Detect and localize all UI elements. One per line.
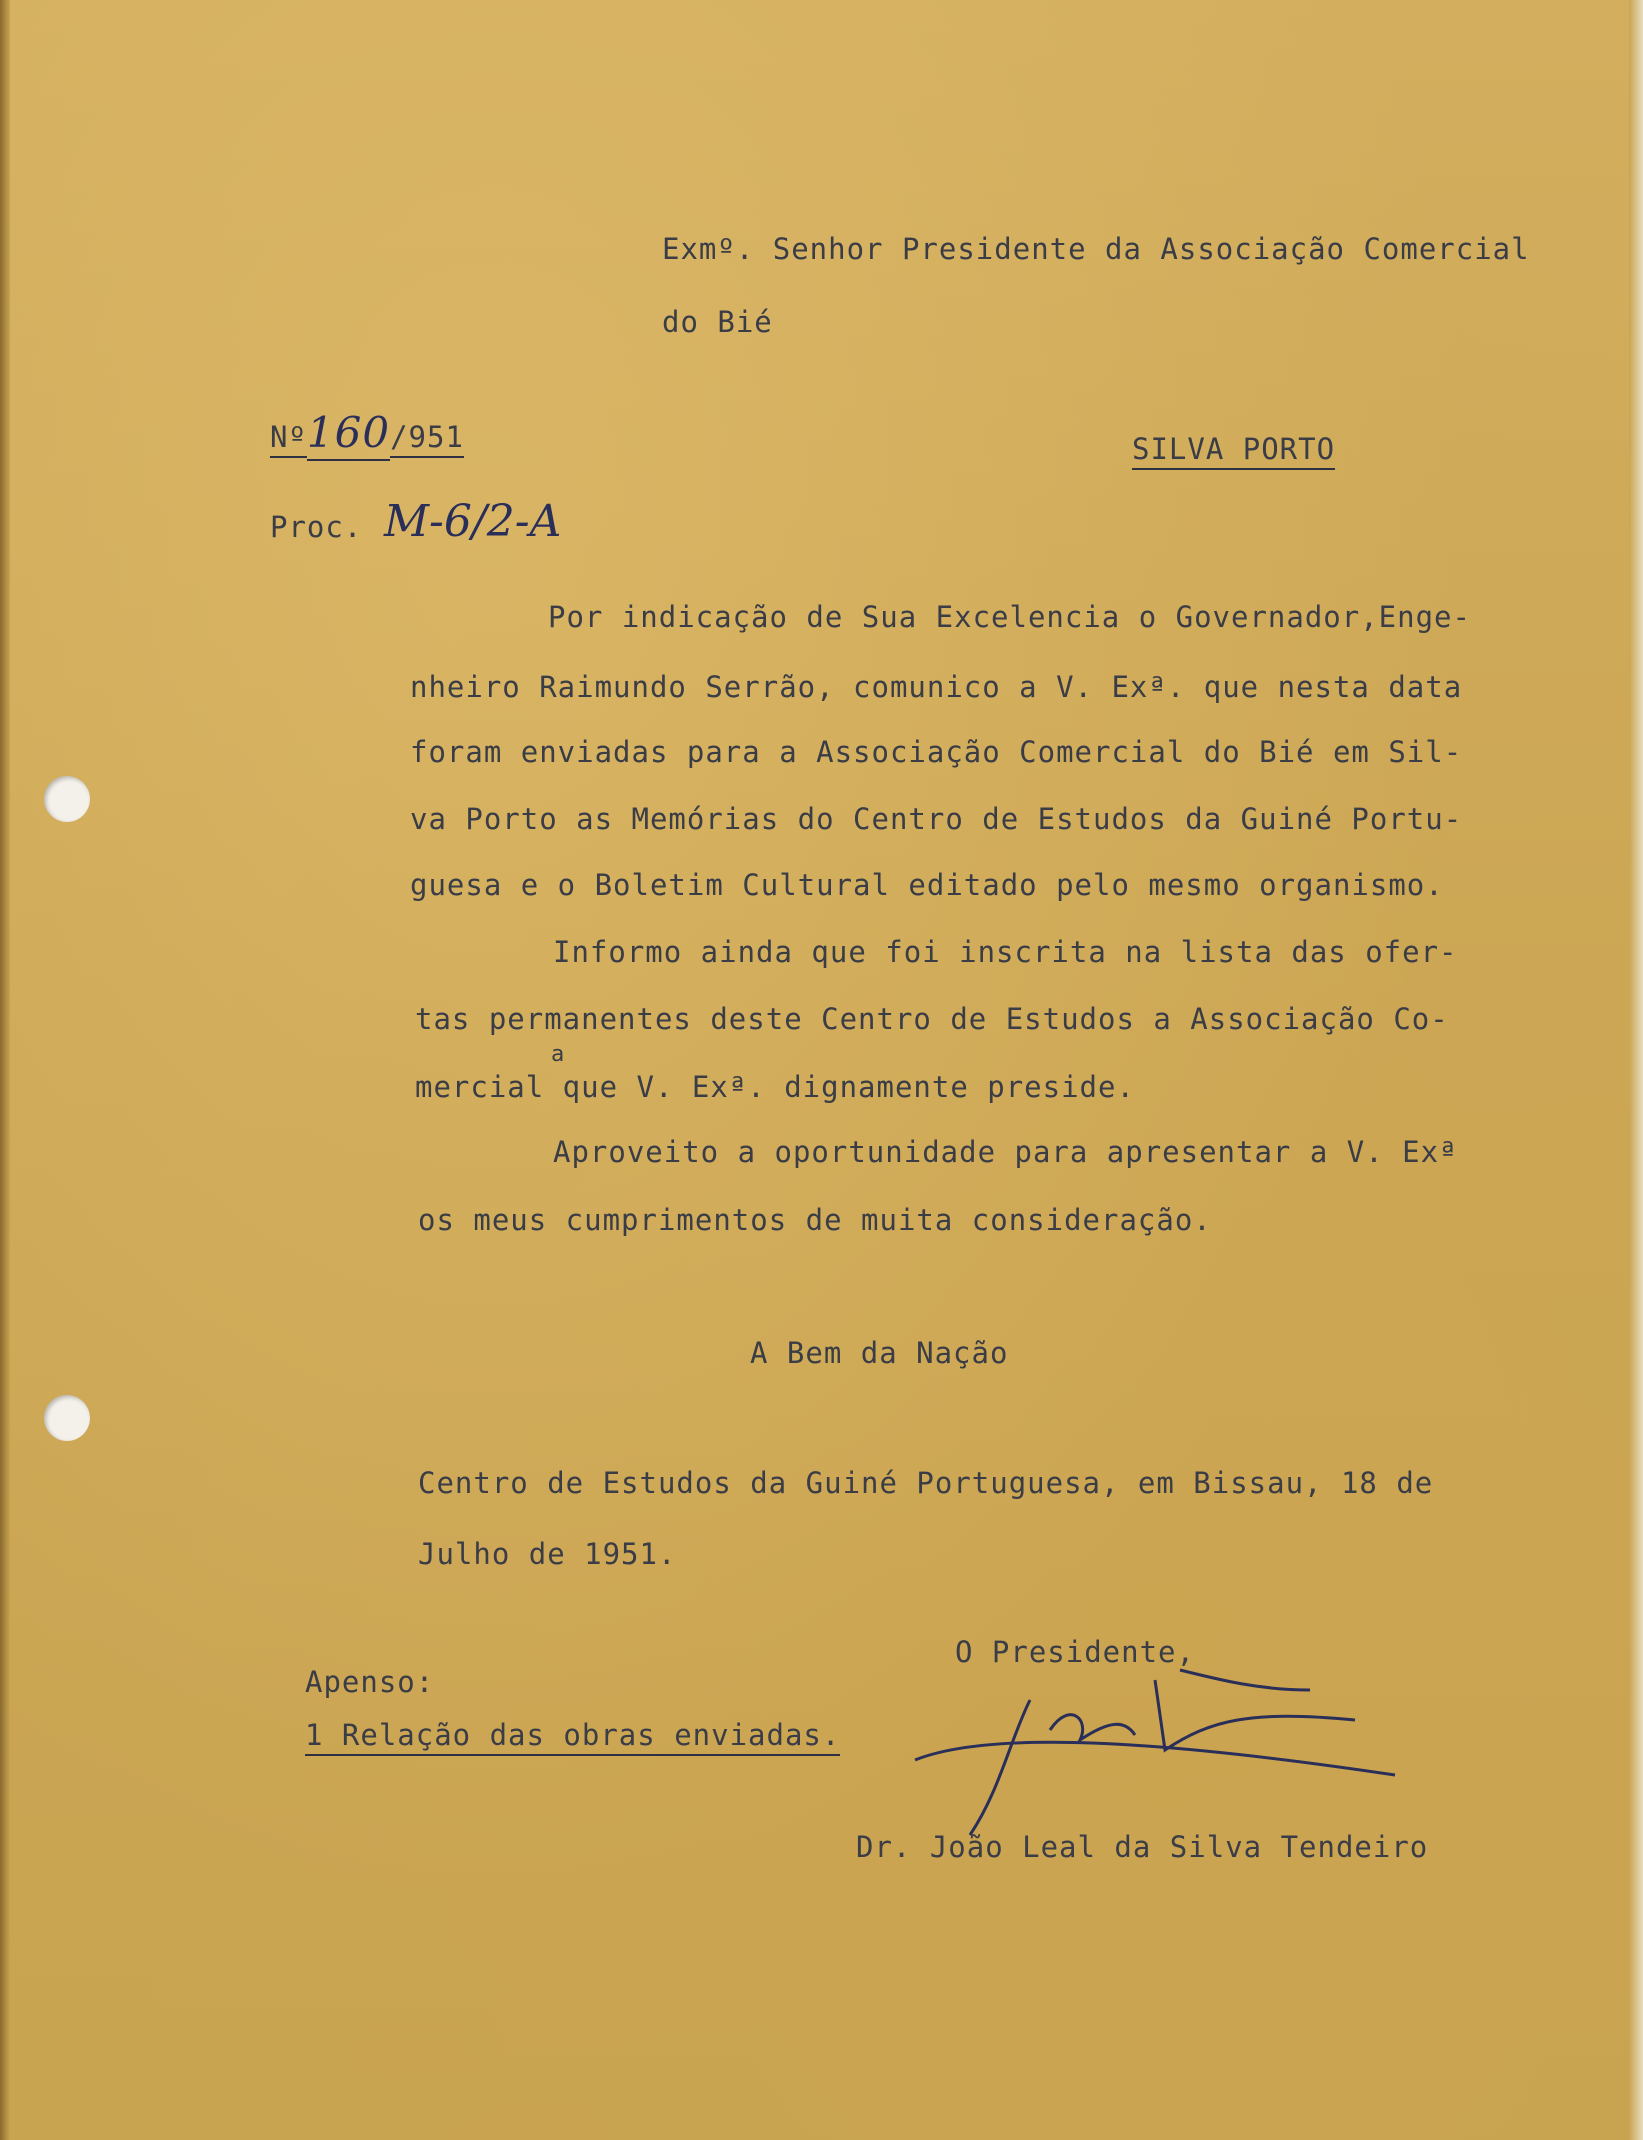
place-date-line-2: Julho de 1951. (418, 1537, 677, 1571)
reference-number (270, 408, 464, 457)
annex-item (305, 1718, 840, 1752)
number-handwritten: 160 (307, 408, 390, 461)
destination-city (1132, 432, 1335, 466)
body-line: Por indicação de Sua Excelencia o Governador,Enge- (548, 600, 1471, 634)
page-left-edge (0, 0, 10, 2140)
body-line: foram enviadas para a Associação Comercial do Bié em Sil- (410, 735, 1463, 769)
destination-city-text: SILVA PORTO (1132, 432, 1335, 470)
punch-hole-upper (44, 776, 90, 822)
punch-hole-lower (44, 1395, 90, 1441)
signer-name: Dr. João Leal da Silva Tendeiro (856, 1830, 1429, 1864)
signer-title: O Presidente, (955, 1635, 1195, 1669)
body-line: mercial que V. Exª. dignamente preside. (415, 1070, 1135, 1104)
page-right-edge (1629, 0, 1643, 2140)
process-handwritten: M-6/2-A (384, 496, 562, 547)
body-line: tas permanentes deste Centro de Estudos a Associação Co- (415, 1002, 1449, 1036)
process-label: Proc. (270, 510, 363, 544)
place-date-line-1: Centro de Estudos da Guiné Portuguesa, em Bissau, 18 de (418, 1466, 1434, 1500)
annex-label: Apenso: (305, 1665, 435, 1699)
annex-item-text: 1 Relação das obras enviadas. (305, 1718, 840, 1756)
number-year: /951 (390, 420, 464, 458)
superscript-a: a (551, 1042, 565, 1067)
body-line: Aproveito a oportunidade para apresentar a V. Exª (553, 1135, 1458, 1169)
body-line: os meus cumprimentos de muita consideração. (418, 1203, 1212, 1237)
number-prefix: Nº (270, 420, 307, 458)
addressee-line-2: do Bié (662, 305, 773, 339)
body-line: va Porto as Memórias do Centro de Estudos da Guiné Portu- (410, 802, 1463, 836)
body-line: nheiro Raimundo Serrão, comunico a V. Exª. que nesta data (410, 670, 1463, 704)
closing-formula: A Bem da Nação (750, 1336, 1009, 1370)
body-line: guesa e o Boletim Cultural editado pelo mesmo organismo. (410, 868, 1444, 902)
body-line: Informo ainda que foi inscrita na lista das ofer- (553, 935, 1458, 969)
addressee-line-1: Exmº. Senhor Presidente da Associação Comercial (662, 232, 1530, 266)
